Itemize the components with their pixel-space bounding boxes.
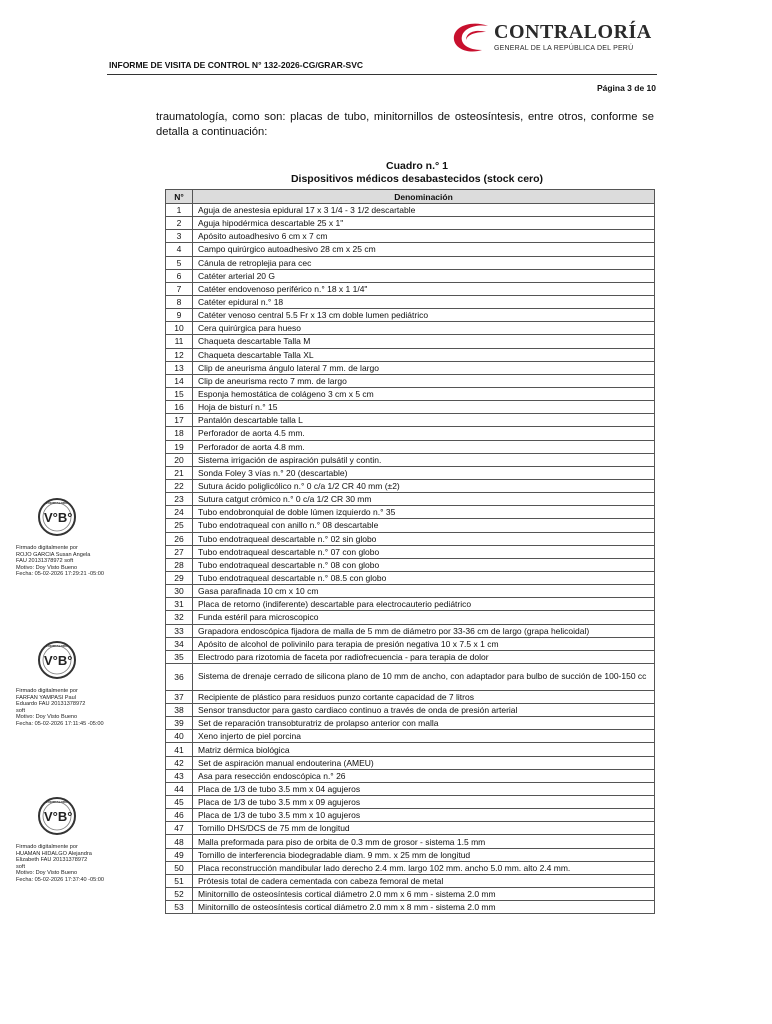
logo-swoosh-icon xyxy=(448,20,492,56)
table-row xyxy=(166,743,655,756)
intro-paragraph: traumatología, como son: placas de tubo, minitornillos de osteosíntesis, entre otros, conforme se detalla a continuación: xyxy=(156,111,654,138)
row-number: 38 xyxy=(166,704,193,717)
table-row xyxy=(166,440,655,453)
table-row xyxy=(166,519,655,532)
row-denomination: Set de aspiración manual endouterina (AMEU) xyxy=(193,756,655,769)
row-number: 9 xyxy=(166,309,193,322)
devices-table xyxy=(165,189,655,914)
row-number: 32 xyxy=(166,611,193,624)
row-denomination: Gasa parafinada 10 cm x 10 cm xyxy=(193,585,655,598)
table-row xyxy=(166,809,655,822)
signature-line: Fecha: 05-02-2026 17:11:45 -05:00 xyxy=(16,720,104,727)
seal-top-text: CONTRALORÍA xyxy=(45,644,69,648)
row-number: 42 xyxy=(166,756,193,769)
row-denomination: Catéter endovenoso periférico n.° 18 x 1 1/4" xyxy=(193,282,655,295)
table-row xyxy=(166,295,655,308)
table-caption: Cuadro n.° 1 xyxy=(386,160,448,172)
signature-line: soft xyxy=(16,707,26,714)
row-number: 1 xyxy=(166,204,193,217)
column-header-name: Denominación xyxy=(193,190,655,204)
row-number: 51 xyxy=(166,874,193,887)
row-number: 31 xyxy=(166,598,193,611)
row-denomination: Campo quirúrgico autoadhesivo 28 cm x 25 cm xyxy=(193,243,655,256)
row-denomination: Clip de aneurisma recto 7 mm. de largo xyxy=(193,374,655,387)
signature-text xyxy=(16,844,141,884)
row-denomination: Tornillo de interferencia biodegradable diam. 9 mm. x 25 mm de longitud xyxy=(193,848,655,861)
row-denomination: Sutura catgut crómico n.° 0 c/a 1/2 CR 30 mm xyxy=(193,493,655,506)
row-denomination: Minitornillo de osteosíntesis cortical diámetro 2.0 mm x 6 mm - sistema 2.0 mm xyxy=(193,888,655,901)
table-row xyxy=(166,558,655,571)
row-denomination: Placa de 1/3 de tubo 3.5 mm x 04 agujeros xyxy=(193,782,655,795)
row-denomination: Chaqueta descartable Talla M xyxy=(193,335,655,348)
row-denomination: Tubo endotraqueal descartable n.° 02 sin globo xyxy=(193,532,655,545)
row-denomination: Tubo endotraqueal descartable n.° 08 con globo xyxy=(193,558,655,571)
table-row xyxy=(166,453,655,466)
row-denomination: Minitornillo de osteosíntesis cortical diámetro 2.0 mm x 8 mm - sistema 2.0 mm xyxy=(193,901,655,914)
row-denomination: Placa de retorno (indiferente) descartable para electrocauterio pediátrico xyxy=(193,598,655,611)
table-title-block xyxy=(165,160,669,186)
row-number: 53 xyxy=(166,901,193,914)
table-row xyxy=(166,637,655,650)
row-denomination: Xeno injerto de piel porcina xyxy=(193,730,655,743)
row-denomination: Catéter arterial 20 G xyxy=(193,269,655,282)
row-number: 22 xyxy=(166,479,193,492)
signature-line: Elizabeth FAU 20131378972 xyxy=(16,857,88,864)
row-number: 11 xyxy=(166,335,193,348)
table-row xyxy=(166,663,655,690)
table-row xyxy=(166,479,655,492)
row-number: 28 xyxy=(166,558,193,571)
table-row xyxy=(166,901,655,914)
row-number: 34 xyxy=(166,637,193,650)
row-denomination: Catéter venoso central 5.5 Fr x 13 cm doble lumen pediátrico xyxy=(193,309,655,322)
table-row xyxy=(166,204,655,217)
report-title: INFORME DE VISITA DE CONTROL N° 132-2026-CG/GRAR-SVC xyxy=(109,60,364,70)
row-denomination: Funda estéril para microscopico xyxy=(193,611,655,624)
row-number: 33 xyxy=(166,624,193,637)
table-row xyxy=(166,427,655,440)
row-denomination: Grapadora endoscópica fijadora de malla de 5 mm de diámetro por 33-36 cm de largo (grapa helicoidal) xyxy=(193,624,655,637)
row-number: 44 xyxy=(166,782,193,795)
signature-line: Firmado digitalmente por xyxy=(16,545,78,551)
row-number: 13 xyxy=(166,361,193,374)
visto-bueno-seal-icon xyxy=(37,796,77,836)
row-denomination: Tubo endobronquial de doble lúmen izquierdo n.° 35 xyxy=(193,506,655,519)
logo-subtitle: GENERAL DE LA REPÚBLICA DEL PERÚ xyxy=(494,45,634,52)
row-denomination: Sutura ácido poliglicólico n.° 0 c/a 1/2 CR 40 mm (±2) xyxy=(193,479,655,492)
page-number: Página 3 de 10 xyxy=(596,83,656,93)
seal-top-text: CONTRALORÍA xyxy=(45,501,69,505)
row-denomination: Set de reparación transobturatriz de prolapso anterior con malla xyxy=(193,717,655,730)
row-denomination: Tubo endotraqueal descartable n.° 07 con globo xyxy=(193,545,655,558)
row-number: 23 xyxy=(166,493,193,506)
table-row xyxy=(166,717,655,730)
table-row xyxy=(166,374,655,387)
signature-line: Motivo: Doy Visto Bueno xyxy=(16,564,78,571)
row-denomination: Asa para resección endoscópica n.° 26 xyxy=(193,769,655,782)
table-row xyxy=(166,848,655,861)
row-denomination: Aguja de anestesia epidural 17 x 3 1/4 - 3 1/2 descartable xyxy=(193,204,655,217)
visto-bueno-seal-icon xyxy=(37,640,77,680)
row-denomination: Perforador de aorta 4.5 mm. xyxy=(193,427,655,440)
signature-line: FARFAN YAMPASI Paul xyxy=(16,694,76,701)
contraloria-logo xyxy=(448,20,652,56)
table-header-row xyxy=(166,190,655,204)
row-number: 24 xyxy=(166,506,193,519)
row-denomination: Sistema irrigación de aspiración pulsátil y contin. xyxy=(193,453,655,466)
row-denomination: Placa de 1/3 de tubo 3.5 mm x 10 agujeros xyxy=(193,809,655,822)
row-number: 35 xyxy=(166,650,193,663)
signature-line: Eduardo FAU 20131378972 xyxy=(16,701,86,708)
signature-line: Fecha: 05-02-2026 17:29:21 -05:00 xyxy=(16,571,105,578)
row-number: 37 xyxy=(166,690,193,703)
row-number: 47 xyxy=(166,822,193,835)
table-body xyxy=(166,204,655,914)
table-row xyxy=(166,243,655,256)
row-denomination: Apósito de alcohol de polivinilo para terapia de presión negativa 10 x 7.5 x 1 cm xyxy=(193,637,655,650)
row-number: 21 xyxy=(166,466,193,479)
table-row xyxy=(166,822,655,835)
row-denomination: Cera quirúrgica para hueso xyxy=(193,322,655,335)
row-number: 17 xyxy=(166,414,193,427)
row-number: 36 xyxy=(166,663,193,690)
table-row xyxy=(166,650,655,663)
table-row xyxy=(166,532,655,545)
table-row xyxy=(166,730,655,743)
row-denomination: Esponja hemostática de colágeno 3 cm x 5 cm xyxy=(193,387,655,400)
row-number: 20 xyxy=(166,453,193,466)
row-denomination: Sensor transductor para gasto cardiaco continuo a través de onda de presión arterial xyxy=(193,704,655,717)
row-denomination: Tubo endotraqueal descartable n.° 08.5 con globo xyxy=(193,571,655,584)
row-number: 30 xyxy=(166,585,193,598)
table-row xyxy=(166,309,655,322)
row-denomination: Tubo endotraqueal con anillo n.° 08 descartable xyxy=(193,519,655,532)
seal-text: V°B° xyxy=(44,809,73,824)
row-denomination: Chaqueta descartable Talla XL xyxy=(193,348,655,361)
table-row xyxy=(166,598,655,611)
seal-text: V°B° xyxy=(44,653,73,668)
row-denomination: Sonda Foley 3 vías n.° 20 (descartable) xyxy=(193,466,655,479)
table-title: Dispositivos médicos desabastecidos (stock cero) xyxy=(290,173,544,185)
row-denomination: Prótesis total de cadera cementada con cabeza femoral de metal xyxy=(193,874,655,887)
signature-line: Firmado digitalmente por xyxy=(16,844,78,850)
header-divider xyxy=(107,74,657,75)
column-header-number: N° xyxy=(166,190,193,204)
row-number: 16 xyxy=(166,401,193,414)
row-number: 41 xyxy=(166,743,193,756)
table-row xyxy=(166,690,655,703)
row-number: 27 xyxy=(166,545,193,558)
row-number: 3 xyxy=(166,230,193,243)
table-row xyxy=(166,611,655,624)
table-row xyxy=(166,796,655,809)
row-denomination: Catéter epidural n.° 18 xyxy=(193,295,655,308)
table-row xyxy=(166,335,655,348)
table-row xyxy=(166,256,655,269)
table-row xyxy=(166,704,655,717)
table-row xyxy=(166,506,655,519)
table-row xyxy=(166,322,655,335)
signature-line: Motivo: Doy Visto Bueno xyxy=(16,870,78,877)
visto-bueno-seal-icon xyxy=(37,497,77,537)
row-number: 2 xyxy=(166,217,193,230)
row-number: 48 xyxy=(166,835,193,848)
row-denomination: Aguja hipodérmica descartable 25 x 1" xyxy=(193,217,655,230)
signature-text xyxy=(16,688,141,728)
row-denomination: Matriz dérmica biológica xyxy=(193,743,655,756)
signature-line: Motivo: Doy Visto Bueno xyxy=(16,714,78,721)
row-number: 10 xyxy=(166,322,193,335)
row-number: 18 xyxy=(166,427,193,440)
row-denomination: Cánula de retroplejia para cec xyxy=(193,256,655,269)
row-denomination: Perforador de aorta 4.8 mm. xyxy=(193,440,655,453)
row-number: 40 xyxy=(166,730,193,743)
table-row xyxy=(166,387,655,400)
signature-line: Fecha: 05-02-2026 17:37:40 -05:00 xyxy=(16,876,105,883)
table-row xyxy=(166,874,655,887)
row-number: 46 xyxy=(166,809,193,822)
row-denomination: Pantalón descartable talla L xyxy=(193,414,655,427)
row-number: 26 xyxy=(166,532,193,545)
table-row xyxy=(166,782,655,795)
table-row xyxy=(166,269,655,282)
table-row xyxy=(166,571,655,584)
row-denomination: Electrodo para rizotomia de faceta por radiofrecuencia - para terapia de dolor xyxy=(193,650,655,663)
signature-line: ROJO GARCIA Susan Angela xyxy=(16,551,91,558)
table-row xyxy=(166,401,655,414)
row-number: 39 xyxy=(166,717,193,730)
table-row xyxy=(166,624,655,637)
logo-name: CONTRALORÍA xyxy=(494,21,652,43)
table-row xyxy=(166,756,655,769)
row-number: 12 xyxy=(166,348,193,361)
table-row xyxy=(166,888,655,901)
row-denomination: Placa reconstrucción mandibular lado derecho 2.4 mm. largo 102 mm. ancho 5.0 mm. alto 2.4 mm. xyxy=(193,861,655,874)
row-denomination: Placa de 1/3 de tubo 3.5 mm x 09 agujeros xyxy=(193,796,655,809)
signature-line: soft xyxy=(16,863,26,870)
table-row xyxy=(166,282,655,295)
row-denomination: Apósito autoadhesivo 6 cm x 7 cm xyxy=(193,230,655,243)
row-number: 7 xyxy=(166,282,193,295)
row-number: 8 xyxy=(166,295,193,308)
row-denomination: Sistema de drenaje cerrado de silicona plano de 10 mm de ancho, con adaptador para bulbo de succión de 100-150 cc xyxy=(193,663,655,690)
row-number: 6 xyxy=(166,269,193,282)
row-number: 4 xyxy=(166,243,193,256)
signature-text xyxy=(16,545,141,578)
row-number: 52 xyxy=(166,888,193,901)
row-number: 29 xyxy=(166,571,193,584)
signature-line: HUAMAN HIDALGO Alejandra xyxy=(16,850,92,857)
row-number: 5 xyxy=(166,256,193,269)
seal-top-text: CONTRALORÍA xyxy=(45,800,69,804)
table-row xyxy=(166,835,655,848)
table-row xyxy=(166,769,655,782)
table-row xyxy=(166,348,655,361)
row-denomination: Clip de aneurisma ángulo lateral 7 mm. de largo xyxy=(193,361,655,374)
table-row xyxy=(166,217,655,230)
signature-line: FAU 20131378972 soft xyxy=(16,558,74,565)
table-row xyxy=(166,361,655,374)
row-denomination: Malla preformada para piso de orbita de 0.3 mm de grosor - sistema 1.5 mm xyxy=(193,835,655,848)
signature-line: Firmado digitalmente por xyxy=(16,688,78,694)
row-number: 15 xyxy=(166,387,193,400)
row-denomination: Tornillo DHS/DCS de 75 mm de longitud xyxy=(193,822,655,835)
row-denomination: Hoja de bisturí n.° 15 xyxy=(193,401,655,414)
row-number: 50 xyxy=(166,861,193,874)
table-row xyxy=(166,861,655,874)
row-number: 43 xyxy=(166,769,193,782)
row-number: 45 xyxy=(166,796,193,809)
row-number: 49 xyxy=(166,848,193,861)
seal-text: V°B° xyxy=(44,510,73,525)
row-number: 14 xyxy=(166,374,193,387)
row-number: 25 xyxy=(166,519,193,532)
table-row xyxy=(166,493,655,506)
row-denomination: Recipiente de plástico para residuos punzo cortante capacidad de 7 litros xyxy=(193,690,655,703)
table-row xyxy=(166,585,655,598)
table-row xyxy=(166,466,655,479)
table-row xyxy=(166,414,655,427)
table-row xyxy=(166,230,655,243)
table-row xyxy=(166,545,655,558)
row-number: 19 xyxy=(166,440,193,453)
